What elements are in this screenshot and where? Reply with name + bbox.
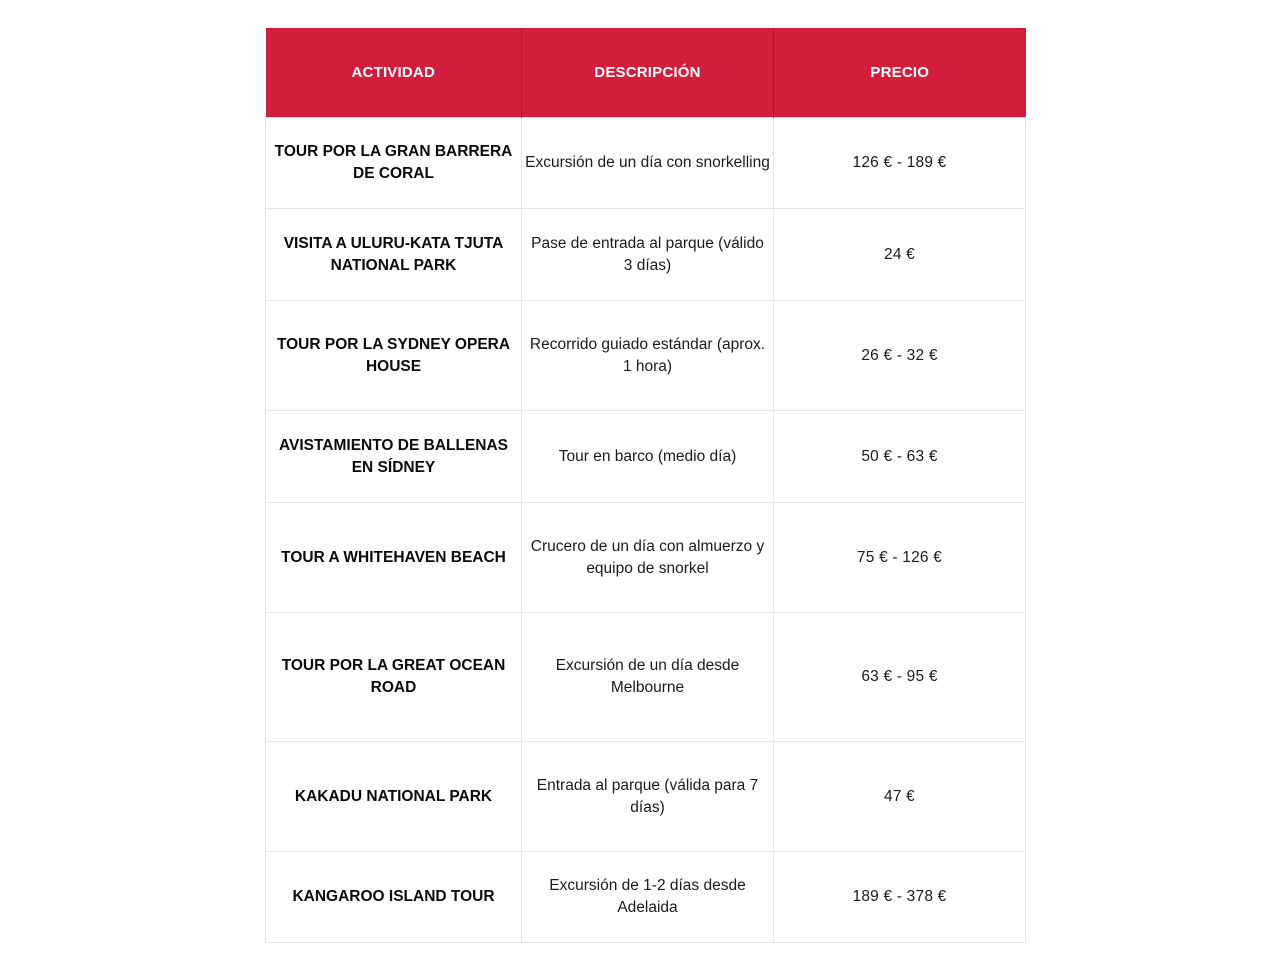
- activities-price-table: [265, 28, 1026, 943]
- cell-actividad: TOUR POR LA GRAN BARRERA DE CORAL: [266, 118, 522, 209]
- header-row: [266, 28, 1026, 118]
- cell-descripcion: Recorrido guiado estándar (aprox. 1 hora): [522, 301, 774, 411]
- table-row: [266, 209, 1026, 301]
- table-row: [266, 411, 1026, 503]
- cell-descripcion: Pase de entrada al parque (válido 3 días): [522, 209, 774, 301]
- cell-descripcion: Crucero de un día con almuerzo y equipo de snorkel: [522, 503, 774, 613]
- table-row: [266, 503, 1026, 613]
- cell-precio: 126 € - 189 €: [774, 118, 1026, 209]
- cell-precio: 75 € - 126 €: [774, 503, 1026, 613]
- cell-descripcion: Entrada al parque (válida para 7 días): [522, 742, 774, 852]
- table-row: [266, 118, 1026, 209]
- cell-precio: 26 € - 32 €: [774, 301, 1026, 411]
- cell-actividad: KANGAROO ISLAND TOUR: [266, 852, 522, 943]
- table-row: [266, 613, 1026, 742]
- cell-precio: 50 € - 63 €: [774, 411, 1026, 503]
- cell-actividad: TOUR POR LA GREAT OCEAN ROAD: [266, 613, 522, 742]
- cell-actividad: KAKADU NATIONAL PARK: [266, 742, 522, 852]
- cell-precio: 189 € - 378 €: [774, 852, 1026, 943]
- table-row: [266, 742, 1026, 852]
- header-descripcion: DESCRIPCIÓN: [522, 28, 774, 118]
- cell-actividad: AVISTAMIENTO DE BALLENAS EN SÍDNEY: [266, 411, 522, 503]
- cell-precio: 47 €: [774, 742, 1026, 852]
- cell-descripcion: Excursión de 1-2 días desde Adelaida: [522, 852, 774, 943]
- header-precio: PRECIO: [774, 28, 1026, 118]
- cell-descripcion: Excursión de un día desde Melbourne: [522, 613, 774, 742]
- table-row: [266, 301, 1026, 411]
- cell-actividad: TOUR A WHITEHAVEN BEACH: [266, 503, 522, 613]
- activities-table-container: [265, 28, 1025, 943]
- table-header: [266, 28, 1026, 118]
- table-row: [266, 852, 1026, 943]
- header-actividad: ACTIVIDAD: [266, 28, 522, 118]
- cell-precio: 24 €: [774, 209, 1026, 301]
- cell-descripcion: Excursión de un día con snorkelling: [522, 118, 774, 209]
- cell-actividad: VISITA A ULURU-KATA TJUTA NATIONAL PARK: [266, 209, 522, 301]
- table-body: [266, 118, 1026, 943]
- cell-precio: 63 € - 95 €: [774, 613, 1026, 742]
- cell-actividad: TOUR POR LA SYDNEY OPERA HOUSE: [266, 301, 522, 411]
- cell-descripcion: Tour en barco (medio día): [522, 411, 774, 503]
